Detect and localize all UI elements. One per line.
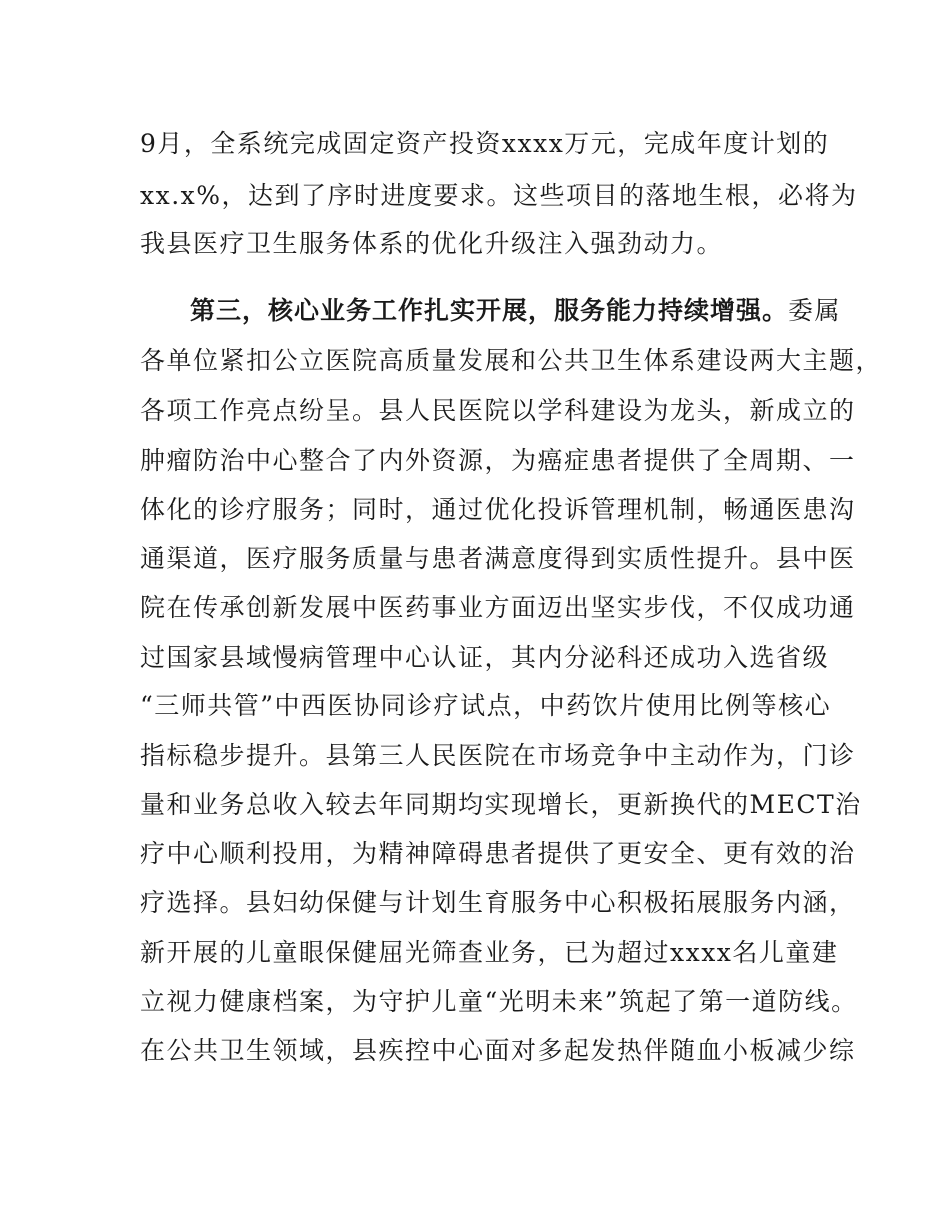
text-line: 肿瘤防治中心整合了内外资源，为癌症患者提供了全周期、一 bbox=[140, 446, 856, 475]
section-heading: 第三，核心业务工作扎实开展，服务能力持续增强。 bbox=[190, 296, 789, 325]
text-run: 委属 bbox=[788, 296, 842, 325]
text-line: 疗选择。县妇幼保健与计划生育服务中心积极拓展服务内涵， bbox=[140, 888, 856, 917]
paragraph-first-line bbox=[190, 294, 841, 328]
text-line: 指标稳步提升。县第三人民医院在市场竞争中主动作为，门诊 bbox=[140, 741, 856, 770]
text-line: 各单位紧扣公立医院高质量发展和公共卫生体系建设两大主题， bbox=[140, 346, 883, 375]
text-line: 体化的诊疗服务；同时，通过优化投诉管理机制，畅通医患沟 bbox=[140, 495, 856, 524]
text-line: 疗中心顺利投用，为精神障碍患者提供了更安全、更有效的治 bbox=[140, 839, 856, 868]
text-line: 立视力健康档案，为守护儿童“光明未来”筑起了第一道防线。 bbox=[140, 987, 858, 1016]
text-line: “三师共管”中西医协同诊疗试点，中药饮片使用比例等核心 bbox=[140, 691, 832, 720]
text-line: 量和业务总收入较去年同期均实现增长，更新换代的MECT治 bbox=[140, 790, 862, 819]
text-line: xx.x%，达到了序时进度要求。这些项目的落地生根，必将为 bbox=[140, 181, 858, 210]
text-line: 过国家县域慢病管理中心认证，其内分泌科还成功入选省级 bbox=[140, 643, 830, 672]
text-line: 各项工作亮点纷呈。县人民医院以学科建设为龙头，新成立的 bbox=[140, 396, 856, 425]
text-line: 新开展的儿童眼保健屈光筛查业务，已为超过xxxx名儿童建 bbox=[140, 938, 839, 967]
text-line: 在公共卫生领域，县疾控中心面对多起发热伴随血小板减少综 bbox=[140, 1036, 856, 1065]
text-line: 院在传承创新发展中医药事业方面迈出坚实步伐，不仅成功通 bbox=[140, 593, 856, 622]
text-line: 9月，全系统完成固定资产投资xxxx万元，完成年度计划的 bbox=[140, 129, 830, 158]
text-line: 通渠道，医疗服务质量与患者满意度得到实质性提升。县中医 bbox=[140, 544, 856, 573]
text-line: 我县医疗卫生服务体系的优化升级注入强劲动力。 bbox=[140, 229, 724, 258]
